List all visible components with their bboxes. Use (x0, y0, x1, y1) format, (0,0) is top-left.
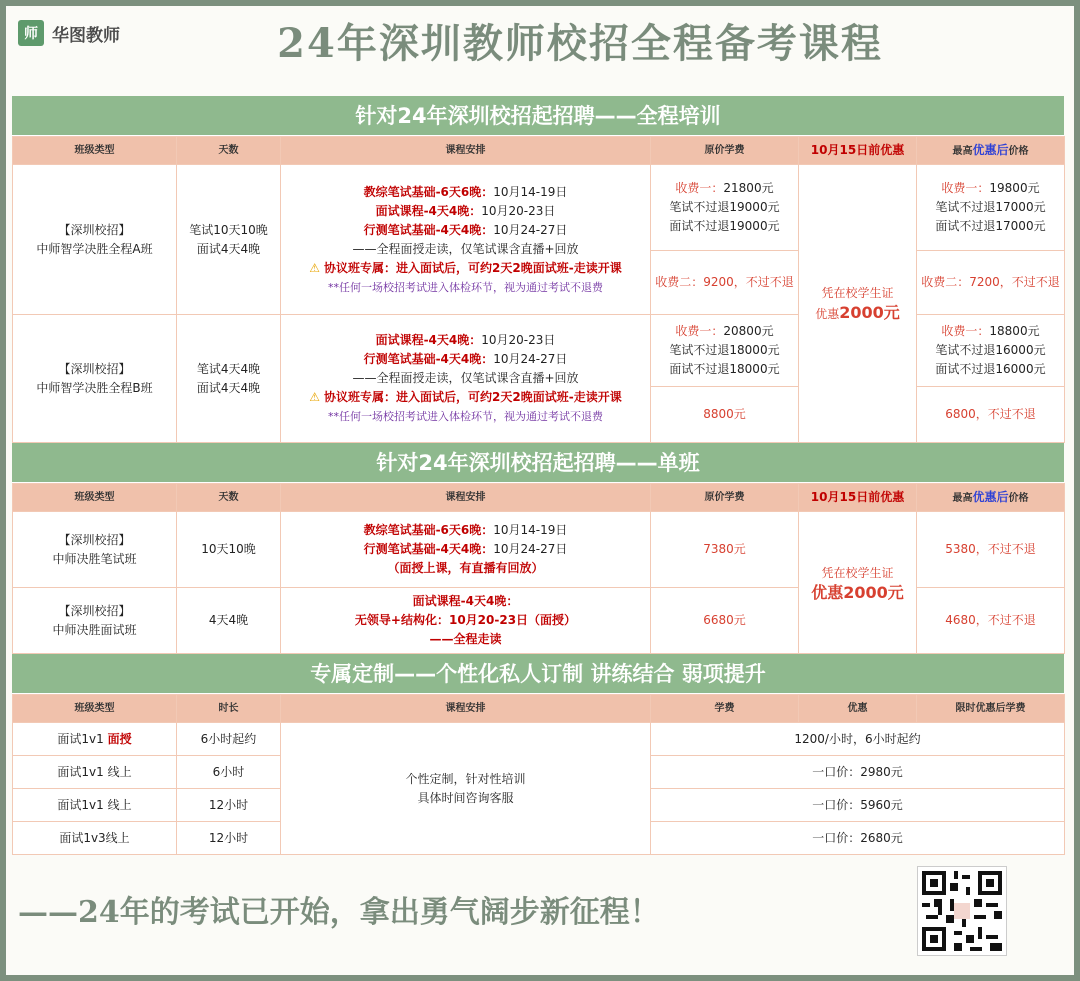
schedule-written: 教综笔试基础-6天6晚：10月14-19日 行测笔试基础-4天4晚：10月24-27日 （面授上课，有直播有回放） (281, 512, 651, 588)
table-row (13, 165, 1065, 251)
table-row (13, 512, 1065, 588)
custom-type: 面试1v1 面授 (13, 723, 177, 756)
custom-type: 面试1v1 线上 (13, 756, 177, 789)
single-course-table (12, 483, 1065, 654)
schedule-a: 教综笔试基础-6天6晚：10月14-19日 面试课程-4天4晚：10月20-23日 行测笔试基础-4天4晚：10月24-27日 ——全程面授走读，仅笔试课含直播+回放 ⚠ 协议班专属：进入面试后，可约2天2晚面试班-走读开课 **任何一场校招考试进入体检环节，视为通过考试不退费 (281, 165, 651, 315)
table-header-row (13, 137, 1065, 165)
warning-icon: ⚠ (309, 260, 321, 275)
page-title: 24年深圳教师校招全程备考课程 (277, 20, 883, 67)
custom-course-table (12, 694, 1065, 855)
slogan: ——24年的考试已开始，拿出勇气阔步新征程！ (18, 895, 660, 930)
section-single-title: 针对24年深圳校招起招聘——单班 (12, 443, 1064, 483)
header-promo: 10月15日前优惠 (799, 137, 917, 165)
header-best: 最高优惠后价格 (917, 137, 1065, 165)
table-row (13, 723, 1065, 756)
orig-fee2-a: 收费二：9200，不过不退 (651, 251, 799, 315)
header-orig: 原价学费 (651, 137, 799, 165)
header-schedule: 课程安排 (281, 137, 651, 165)
custom-price: 1200/小时，6小时起约 (651, 723, 1065, 756)
orig-fee-written: 7380元 (651, 512, 799, 588)
days-a: 笔试10天10晚 面试4天4晚 (177, 165, 281, 315)
orig-fee2-b: 8800元 (651, 387, 799, 443)
best-fee-written: 5380，不过不退 (917, 512, 1065, 588)
course-sheet (12, 96, 1064, 855)
days-written: 10天10晚 (177, 512, 281, 588)
custom-price: 一口价：2980元 (651, 756, 1065, 789)
warning-icon: ⚠ (309, 390, 321, 404)
promo-cell: 凭在校学生证 优惠2000元 (799, 165, 917, 443)
full-course-table (12, 136, 1065, 443)
custom-duration: 12小时 (177, 822, 281, 855)
section-full-title: 针对24年深圳校招起招聘——全程培训 (12, 96, 1064, 136)
custom-duration: 6小时 (177, 756, 281, 789)
schedule-b: 面试课程-4天4晚：10月20-23日 行测笔试基础-4天4晚：10月24-27日 ——全程面授走读，仅笔试课含直播+回放 ⚠ 协议班专属：进入面试后，可约2天2晚面试班-走读开课 **任何一场校招考试进入体检环节，视为通过考试不退费 (281, 315, 651, 443)
best-fee-interview: 4680，不过不退 (917, 588, 1065, 654)
section-custom-title: 专属定制——个性化私人订制 讲练结合 弱项提升 (12, 654, 1064, 694)
single-promo-cell: 凭在校学生证 优惠2000元 (799, 512, 917, 654)
logo-icon: 师 (18, 20, 44, 46)
table-header-row: 班级类型 时长 课程安排 学费 优惠 限时优惠后学费 (13, 695, 1065, 723)
orig-fee-interview: 6680元 (651, 588, 799, 654)
brand-name: 华图教师 (52, 25, 120, 46)
best-fee2-b: 6800，不过不退 (917, 387, 1065, 443)
qr-code[interactable] (917, 866, 1007, 956)
custom-price: 一口价：2680元 (651, 822, 1065, 855)
orig-fee1-a: 收费一：21800元 笔试不过退19000元 面试不过退19000元 (651, 165, 799, 251)
orig-fee1-b: 收费一：20800元 笔试不过退18000元 面试不过退18000元 (651, 315, 799, 387)
class-name-a: 【深圳校招】 中师智学决胜全程A班 (13, 165, 177, 315)
table-header-row: 班级类型 天数 课程安排 原价学费 10月15日前优惠 最高优惠后价格 (13, 484, 1065, 512)
custom-type: 面试1v1 线上 (13, 789, 177, 822)
custom-duration: 6小时起约 (177, 723, 281, 756)
best-fee1-a: 收费一：19800元 笔试不过退17000元 面试不过退17000元 (917, 165, 1065, 251)
class-name-written: 【深圳校招】 中师决胜笔试班 (13, 512, 177, 588)
custom-duration: 12小时 (177, 789, 281, 822)
schedule-interview: 面试课程-4天4晚： 无领导+结构化：10月20-23日（面授） ——全程走读 (281, 588, 651, 654)
class-name-interview: 【深圳校招】 中师决胜面试班 (13, 588, 177, 654)
qr-code-icon (918, 867, 1006, 955)
custom-schedule: 个性定制，针对性培训 具体时间咨询客服 (281, 723, 651, 855)
custom-type: 面试1v3线上 (13, 822, 177, 855)
best-fee2-a: 收费二：7200，不过不退 (917, 251, 1065, 315)
header-days: 天数 (177, 137, 281, 165)
class-name-b: 【深圳校招】 中师智学决胜全程B班 (13, 315, 177, 443)
days-b: 笔试4天4晚 面试4天4晚 (177, 315, 281, 443)
days-interview: 4天4晚 (177, 588, 281, 654)
custom-price: 一口价：5960元 (651, 789, 1065, 822)
brand-logo (18, 20, 120, 46)
best-fee1-b: 收费一：18800元 笔试不过退16000元 面试不过退16000元 (917, 315, 1065, 387)
header-type: 班级类型 (13, 137, 177, 165)
